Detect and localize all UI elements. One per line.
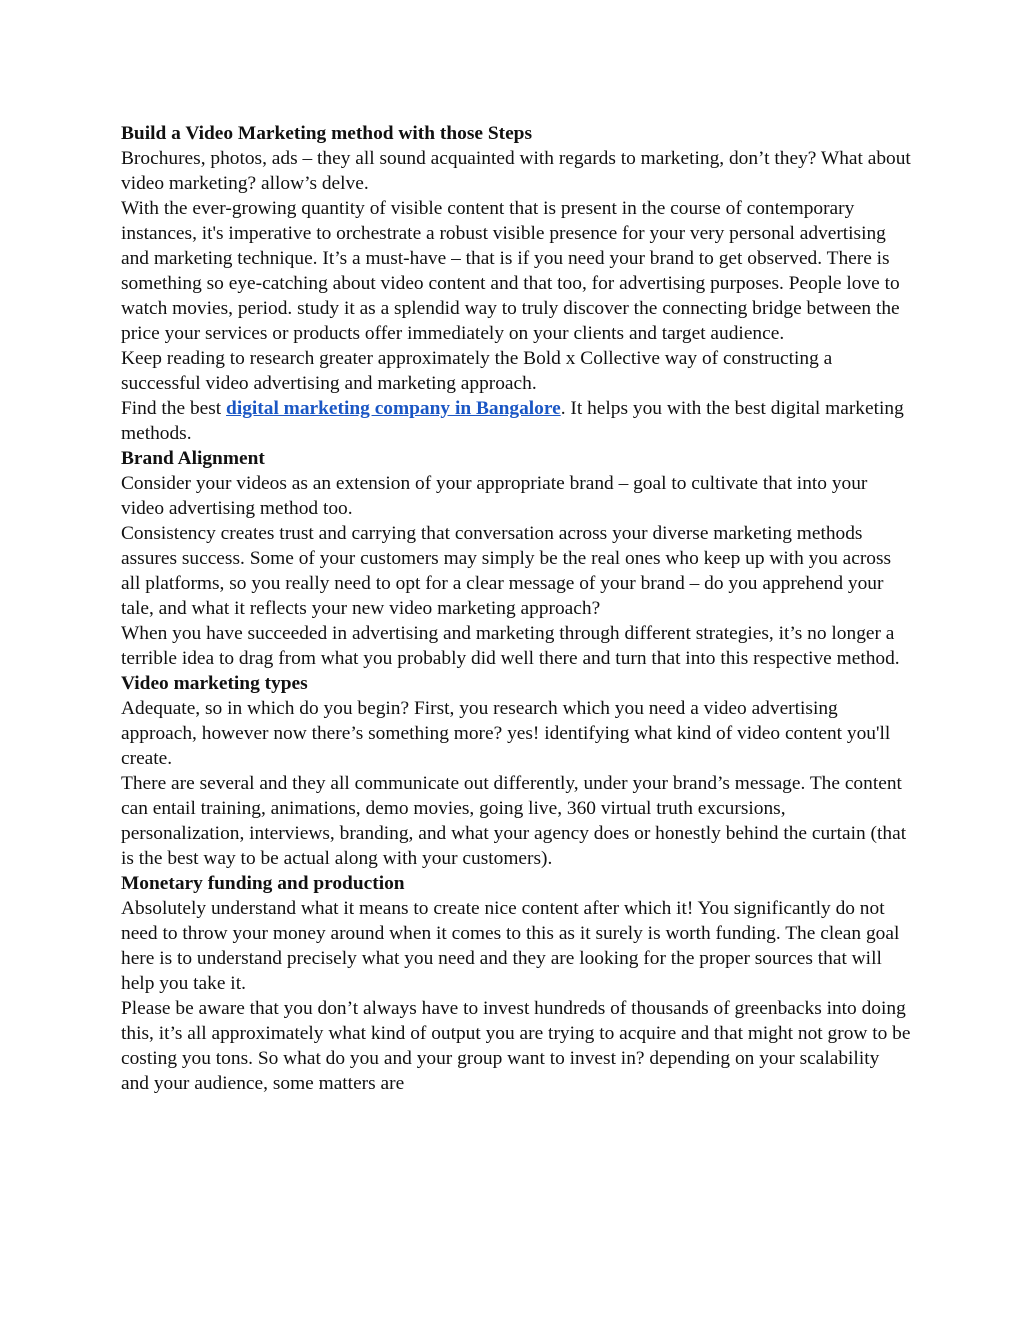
intro-paragraph-1: Brochures, photos, ads – they all sound acquainted with regards to marketing, don’t they? What about video marketing? allow’s delve. [121, 148, 911, 194]
intro-paragraph-4-tail: . It helps you with the best digital marketing methods. [121, 398, 904, 444]
digital-marketing-company-link[interactable]: digital marketing company in Bangalore [226, 398, 561, 419]
types-paragraph-1: Adequate, so in which do you begin? First, you research which you need a video advertising approach, however now there’s something more? yes! identifying what kind of video content you'll create. [121, 698, 891, 769]
video-marketing-types-heading: Video marketing types [121, 673, 308, 694]
brand-alignment-heading: Brand Alignment [121, 448, 265, 469]
intro-paragraph-4 [121, 396, 911, 446]
brand-paragraph-3: When you have succeeded in advertising and marketing through different strategies, it’s no longer a terrible idea to drag from what you probably did well there and turn that into this respective method. [121, 623, 900, 669]
intro-paragraph-3: Keep reading to research greater approximately the Bold x Collective way of constructing a successful video advertising and marketing approach. [121, 348, 833, 394]
monetary-funding-heading: Monetary funding and production [121, 873, 405, 894]
brand-paragraph-1: Consider your videos as an extension of your appropriate brand – goal to cultivate that into your video advertising method too. [121, 473, 868, 519]
funding-paragraph-2: Please be aware that you don’t always have to invest hundreds of thousands of greenbacks into doing this, it’s all approximately what kind of output you are trying to acquire and that might not grow to be costing you tons. So what do you and your group want to invest in? depending on your scalability and your audience, some matters are [121, 998, 911, 1094]
intro-paragraph-4-lead: Find the best [121, 398, 227, 419]
intro-paragraph-2: With the ever-growing quantity of visible content that is present in the course of contemporary instances, it's imperative to orchestrate a robust visible presence for your very personal advertising and marketing technique. It’s a must-have – that is if you need your brand to get observed. There is something so eye-catching about video content and that too, for advertising purposes. People love to watch movies, period. study it as a splendid way to truly discover the connecting bridge between the price your services or products offer immediately on your clients and target audience. [121, 198, 900, 344]
funding-paragraph-1: Absolutely understand what it means to create nice content after which it! You significantly do not need to throw your money around when it comes to this as it surely is worth funding. The clean goal here is to understand precisely what you need and they are looking for the proper sources that will help you take it. [121, 898, 900, 994]
types-paragraph-2: There are several and they all communicate out differently, under your brand’s message. The content can entail training, animations, demo movies, going live, 360 virtual truth excursions, personalization, interviews, branding, and what your agency does or honestly behind the curtain (that is the best way to be actual along with your customers). [121, 773, 907, 869]
document-title: Build a Video Marketing method with those Steps [121, 123, 533, 144]
brand-paragraph-2: Consistency creates trust and carrying that conversation across your diverse marketing methods assures success. Some of your customers may simply be the real ones who keep up with you across all platforms, so you really need to opt for a clear message of your brand – do you apprehend your tale, and what it reflects your new video marketing approach? [121, 523, 892, 619]
document-page [121, 121, 911, 1096]
